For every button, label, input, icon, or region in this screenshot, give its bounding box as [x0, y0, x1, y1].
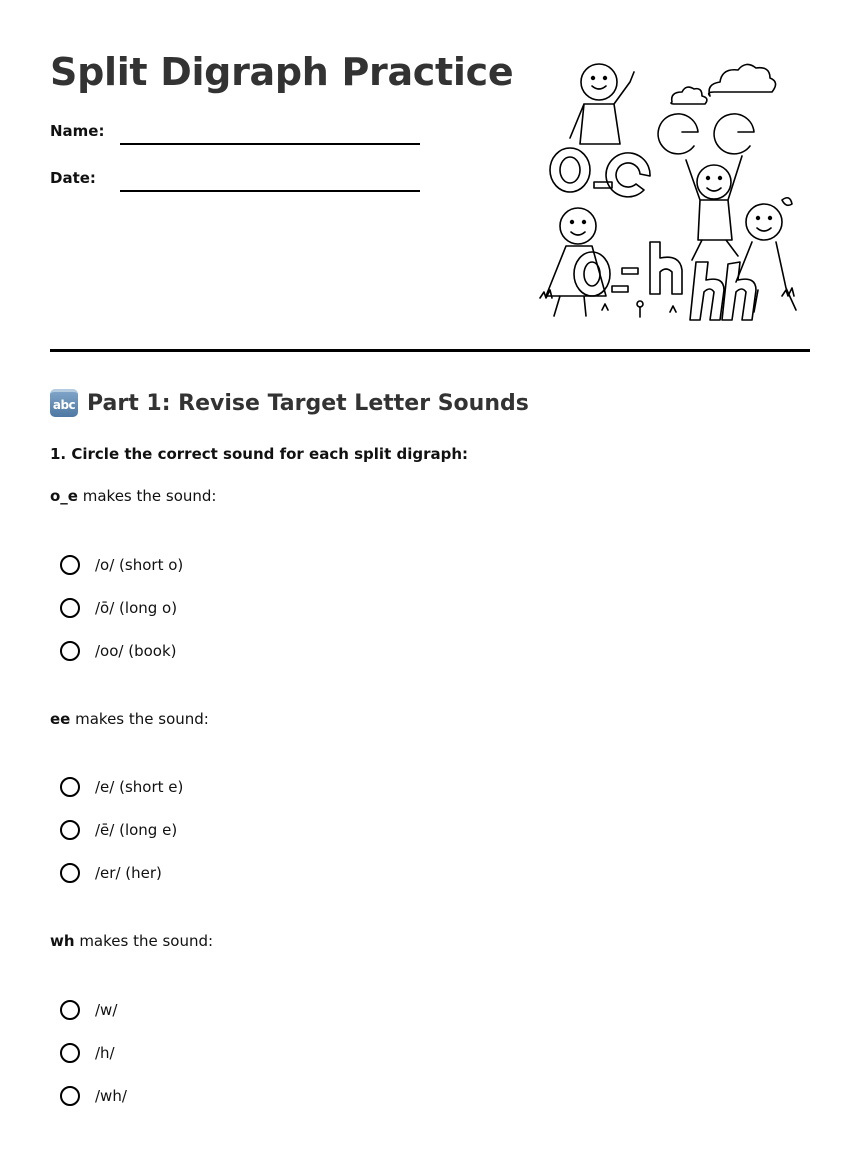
answer-circle[interactable]	[60, 1086, 80, 1106]
digraph-label: wh	[50, 932, 75, 950]
header-divider	[50, 349, 810, 352]
answer-circle[interactable]	[60, 820, 80, 840]
option-row[interactable]	[60, 863, 162, 883]
option-row[interactable]	[60, 777, 183, 797]
option-row[interactable]	[60, 641, 177, 661]
cloud-icon	[709, 64, 776, 96]
answer-circle[interactable]	[60, 1043, 80, 1063]
answer-circle[interactable]	[60, 863, 80, 883]
option-label: /wh/	[95, 1087, 127, 1105]
answer-circle[interactable]	[60, 641, 80, 661]
digraph-label: ee	[50, 710, 71, 728]
item-prompt-wh	[50, 932, 213, 950]
answer-circle[interactable]	[60, 1000, 80, 1020]
page-title: Split Digraph Practice	[50, 50, 514, 94]
option-label: /w/	[95, 1001, 118, 1019]
children-letters-illustration	[532, 54, 808, 326]
option-row[interactable]	[60, 820, 177, 840]
date-label: Date:	[50, 169, 96, 187]
answer-circle[interactable]	[60, 598, 80, 618]
option-row[interactable]	[60, 1086, 127, 1106]
question-1: 1. Circle the correct sound for each split digraph:	[50, 445, 469, 463]
option-label: /er/ (her)	[95, 864, 162, 882]
prompt-text: makes the sound:	[74, 932, 214, 950]
option-label: /h/	[95, 1044, 115, 1062]
cloud-icon	[671, 87, 707, 104]
option-label: /ō/ (long o)	[95, 599, 178, 617]
date-input-line[interactable]	[120, 190, 420, 192]
part1-heading	[50, 389, 529, 417]
option-row[interactable]	[60, 598, 177, 618]
option-label: /oo/ (book)	[95, 642, 177, 660]
option-label: /o/ (short o)	[95, 556, 184, 574]
part1-heading-text: Part 1: Revise Target Letter Sounds	[87, 390, 529, 416]
prompt-text: makes the sound:	[77, 487, 217, 505]
prompt-text: makes the sound:	[70, 710, 209, 728]
name-label: Name:	[50, 122, 105, 140]
option-label: /ē/ (long e)	[95, 821, 178, 839]
name-input-line[interactable]	[120, 143, 420, 145]
item-prompt-ee	[50, 710, 209, 728]
option-label: /e/ (short e)	[95, 778, 184, 796]
abc-icon: abc	[50, 389, 78, 417]
answer-circle[interactable]	[60, 555, 80, 575]
option-row[interactable]	[60, 1000, 117, 1020]
answer-circle[interactable]	[60, 777, 80, 797]
option-row[interactable]	[60, 1043, 115, 1063]
option-row[interactable]	[60, 555, 183, 575]
digraph-label: o_e	[50, 487, 78, 505]
item-prompt-o-e	[50, 487, 217, 505]
